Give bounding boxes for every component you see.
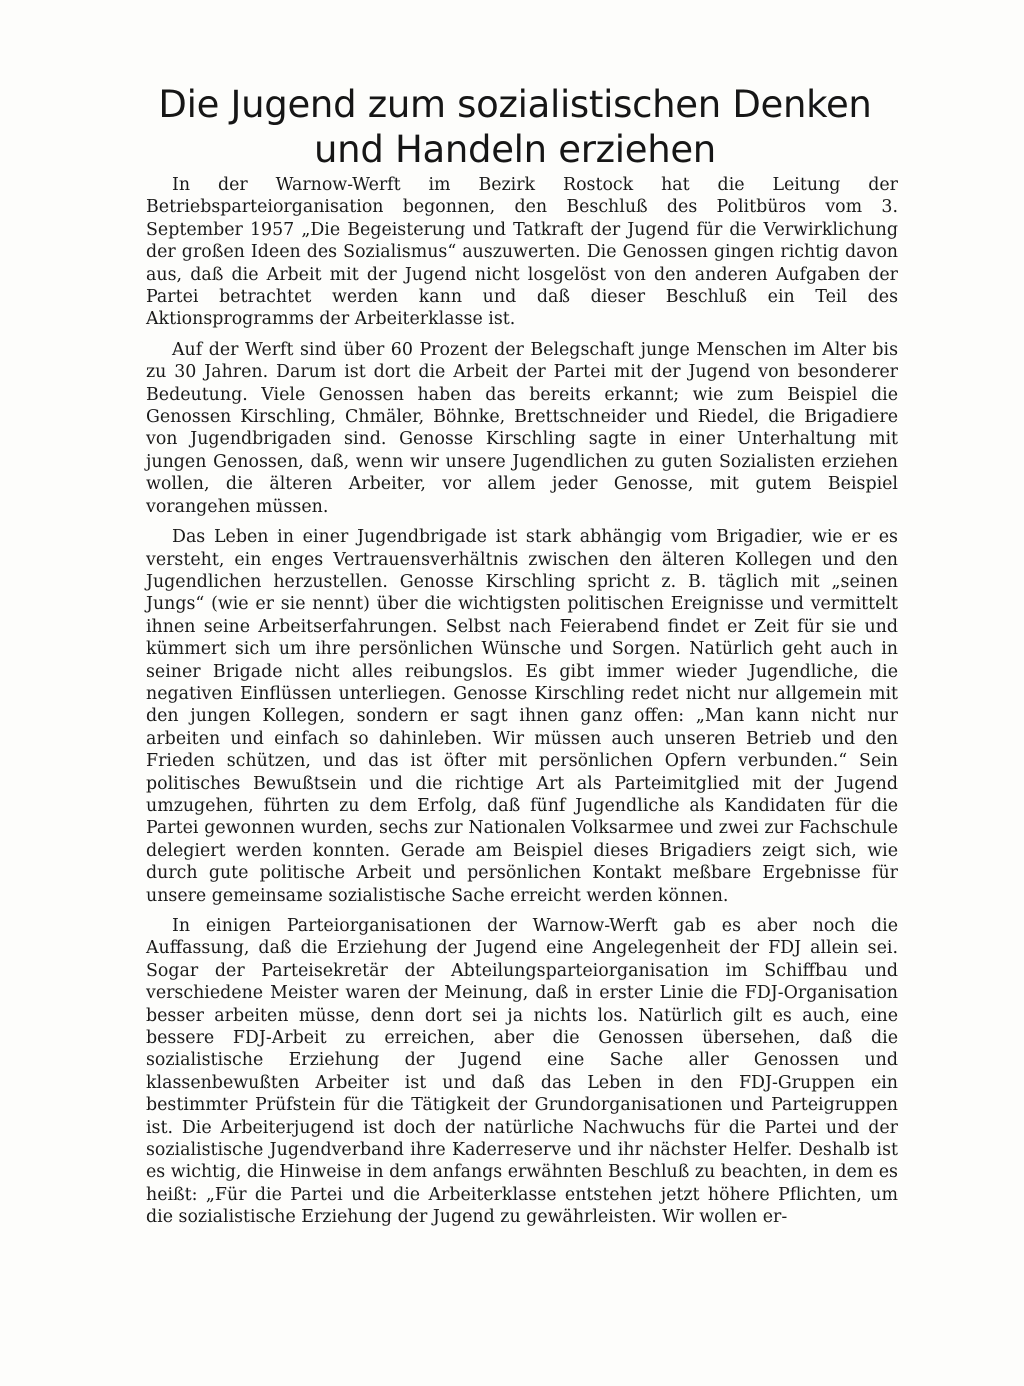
paragraph-4: In einigen Parteiorganisationen der Warnow-Werft gab es aber noch die Auffassung, daß die Erziehung der Jugend eine Angelegenheit der FDJ allein sei. Sogar der Parteisekretär der Abteilungsparteiorganisation im Schiffbau und verschiedene Meister waren der Meinung, daß in erster Linie die FDJ-Organisation besser arbeiten müsse, denn dort sei ja nichts los. Natürlich gilt es auch, eine bessere FDJ-Arbeit zu erreichen, aber die Genossen übersehen, daß die sozialistische Erziehung der Jugend eine Sache aller Genossen und klassenbewußten Arbeiter ist und daß das Leben in den FDJ-Gruppen ein bestimmter Prüfstein für die Tätigkeit der Grundorganisationen und Parteigruppen ist. Die Arbeiterjugend ist doch der natürliche Nachwuchs für die Partei und der sozialistische Jugendverband ihre Kaderreserve und ihr nächster Helfer. Deshalb ist es wichtig, die Hinweise in dem anfangs erwähnten Beschluß zu beachten, in dem es heißt: „Für die Partei und die Arbeiterklasse entstehen jetzt höhere Pflichten, um die sozialistische Erziehung der Jugend zu gewährleisten. Wir wollen er- (146, 916, 898, 1228)
paragraph-2: Auf der Werft sind über 60 Prozent der Belegschaft junge Menschen im Alter bis zu 30 Jahren. Darum ist dort die Arbeit der Partei mit der Jugend von besonderer Bedeutung. Viele Genossen haben das bereits erkannt; wie zum Beispiel die Genossen Kirschling, Chmäler, Böhnke, Brettschneider und Riedel, die Brigadiere von Jugendbrigaden sind. Genosse Kirschling sagte in einer Unterhaltung mit jungen Genossen, daß, wenn wir unsere Jugendlichen zu guten Sozialisten erziehen wollen, die älteren Arbeiter, vor allem jeder Genosse, mit gutem Beispiel vorangehen müssen. (146, 339, 898, 517)
paragraph-3: Das Leben in einer Jugendbrigade ist stark abhängig vom Brigadier, wie er es versteht, ein enges Vertrauensverhältnis zwischen den älteren Kollegen und den Jugendlichen herzustellen. Genosse Kirschling spricht z. B. täglich mit „seinen Jungs“ (wie er sie nennt) über die wichtigsten politischen Ereignisse und vermittelt ihnen seine Arbeitserfahrungen. Selbst nach Feierabend findet er Zeit für sie und kümmert sich um ihre persönlichen Wünsche und Sorgen. Natürlich geht auch in seiner Brigade nicht alles reibungslos. Es gibt immer wieder Jugendliche, die negativen Einflüssen unterliegen. Genosse Kirschling redet nicht nur allgemein mit den jungen Kollegen, sondern er sagt ihnen ganz offen: „Man kann nicht nur arbeiten und einfach so dahinleben. Wir müssen auch unseren Betrieb und den Frieden schützen, und das ist öfter mit persönlichen Opfern verbunden.“ Sein politisches Bewußtsein und die richtige Art als Parteimitglied mit der Jugend umzugehen, führten zu dem Erfolg, daß fünf Jugendliche als Kandidaten für die Partei gewonnen wurden, sechs zur Nationalen Volksarmee und zwei zur Fachschule delegiert werden konnten. Gerade am Beispiel dieses Brigadiers zeigt sich, wie durch gute politische Arbeit und persönlichen Kontakt meßbare Ergebnisse für unsere gemeinsame sozialistische Sache erreicht werden können. (146, 527, 898, 906)
page-title: Die Jugend zum sozialistischen Denken und Handeln erziehen (158, 83, 872, 171)
article-body (146, 174, 898, 1229)
paragraph-1: In der Warnow-Werft im Bezirk Rostock hat die Leitung der Betriebsparteiorganisation begonnen, den Beschluß des Politbüros vom 3. September 1957 „Die Begeisterung und Tatkraft der Jugend für die Verwirklichung der großen Ideen des Sozialismus“ auszuwerten. Die Genossen gingen richtig davon aus, daß die Arbeit mit der Jugend nicht losgelöst von den anderen Aufgaben der Partei betrachtet werden kann und daß dieser Beschluß ein Teil des Aktionsprogramms der Arbeiterklasse ist. (146, 175, 898, 330)
